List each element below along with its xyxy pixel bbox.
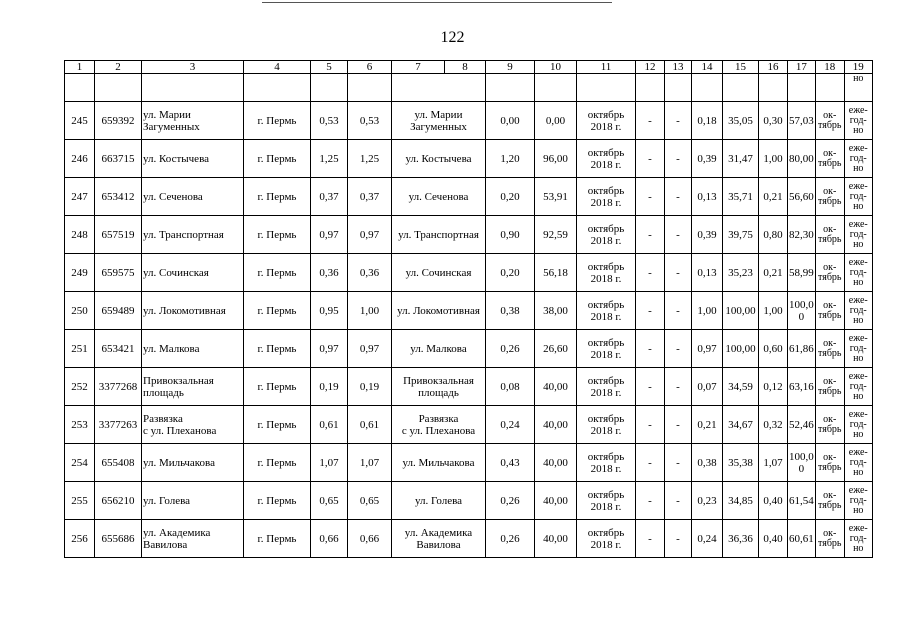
month-col18: ок- тябрь xyxy=(815,140,844,178)
column-header: 8 xyxy=(445,61,486,74)
deadline: октябрь 2018 г. xyxy=(577,444,636,482)
column-header: 9 xyxy=(486,61,535,74)
table-row xyxy=(65,520,873,558)
continuation-text: но xyxy=(844,74,872,102)
value-col16: 0,32 xyxy=(759,406,788,444)
value-col17: 61,86 xyxy=(788,330,816,368)
value-col5: 1,07 xyxy=(311,444,348,482)
table-row xyxy=(65,178,873,216)
value-col14: 0,21 xyxy=(692,406,723,444)
value-col5: 0,36 xyxy=(311,254,348,292)
value-col14: 0,39 xyxy=(692,216,723,254)
table-row xyxy=(65,292,873,330)
value-col14: 0,13 xyxy=(692,178,723,216)
value-col5: 0,19 xyxy=(311,368,348,406)
row-number: 249 xyxy=(65,254,95,292)
deadline: октябрь 2018 г. xyxy=(577,482,636,520)
city: г. Пермь xyxy=(244,102,311,140)
section-name: ул. Марии Загуменных xyxy=(392,102,486,140)
value-col5: 0,95 xyxy=(311,292,348,330)
value-col12: - xyxy=(636,102,665,140)
value-col5: 0,61 xyxy=(311,406,348,444)
city: г. Пермь xyxy=(244,444,311,482)
value-col12: - xyxy=(636,178,665,216)
value-col9: 0,26 xyxy=(486,520,535,558)
city: г. Пермь xyxy=(244,368,311,406)
street-name: ул. Сеченова xyxy=(142,178,244,216)
value-col6: 0,19 xyxy=(348,368,392,406)
value-col16: 0,40 xyxy=(759,482,788,520)
value-col15: 100,00 xyxy=(723,292,759,330)
value-col14: 1,00 xyxy=(692,292,723,330)
month-col18: ок- тябрь xyxy=(815,406,844,444)
section-name: ул. Малкова xyxy=(392,330,486,368)
street-name: ул. Голева xyxy=(142,482,244,520)
value-col12: - xyxy=(636,406,665,444)
value-col12: - xyxy=(636,330,665,368)
value-col17: 100,0 0 xyxy=(788,292,816,330)
deadline: октябрь 2018 г. xyxy=(577,140,636,178)
city: г. Пермь xyxy=(244,216,311,254)
value-col9: 0,38 xyxy=(486,292,535,330)
value-col15: 35,71 xyxy=(723,178,759,216)
value-col10: 40,00 xyxy=(535,444,577,482)
frequency-col19: еже- год- но xyxy=(844,254,872,292)
row-number: 247 xyxy=(65,178,95,216)
city: г. Пермь xyxy=(244,254,311,292)
month-col18: ок- тябрь xyxy=(815,520,844,558)
city: г. Пермь xyxy=(244,292,311,330)
value-col6: 0,61 xyxy=(348,406,392,444)
column-header: 2 xyxy=(95,61,142,74)
value-col6: 0,53 xyxy=(348,102,392,140)
value-col15: 34,85 xyxy=(723,482,759,520)
row-number: 253 xyxy=(65,406,95,444)
section-name: ул. Костычева xyxy=(392,140,486,178)
value-col9: 0,90 xyxy=(486,216,535,254)
top-rule xyxy=(262,2,612,3)
value-col15: 31,47 xyxy=(723,140,759,178)
frequency-col19: еже- год- но xyxy=(844,406,872,444)
value-col6: 1,07 xyxy=(348,444,392,482)
column-header: 10 xyxy=(535,61,577,74)
value-col12: - xyxy=(636,140,665,178)
value-col6: 0,36 xyxy=(348,254,392,292)
value-col10: 53,91 xyxy=(535,178,577,216)
column-header: 17 xyxy=(788,61,816,74)
value-col16: 0,21 xyxy=(759,178,788,216)
data-table xyxy=(64,60,873,558)
section-name: ул. Сочинская xyxy=(392,254,486,292)
value-col17: 58,99 xyxy=(788,254,816,292)
street-name: ул. Мильчакова xyxy=(142,444,244,482)
column-number-row xyxy=(65,61,873,74)
continuation-row xyxy=(65,74,873,102)
value-col16: 0,21 xyxy=(759,254,788,292)
street-name: ул. Транспортная xyxy=(142,216,244,254)
table-row xyxy=(65,330,873,368)
value-col15: 100,00 xyxy=(723,330,759,368)
city: г. Пермь xyxy=(244,520,311,558)
value-col5: 0,97 xyxy=(311,330,348,368)
value-col6: 0,65 xyxy=(348,482,392,520)
value-col14: 0,39 xyxy=(692,140,723,178)
city: г. Пермь xyxy=(244,140,311,178)
column-header: 7 xyxy=(392,61,445,74)
table-row xyxy=(65,368,873,406)
value-col9: 0,20 xyxy=(486,178,535,216)
frequency-col19: еже- год- но xyxy=(844,520,872,558)
section-name: ул. Транспортная xyxy=(392,216,486,254)
object-code: 653412 xyxy=(95,178,142,216)
value-col12: - xyxy=(636,482,665,520)
column-header: 12 xyxy=(636,61,665,74)
section-name: Развязка с ул. Плеханова xyxy=(392,406,486,444)
row-number: 245 xyxy=(65,102,95,140)
value-col9: 0,26 xyxy=(486,330,535,368)
frequency-col19: еже- год- но xyxy=(844,292,872,330)
value-col16: 1,07 xyxy=(759,444,788,482)
value-col13: - xyxy=(665,254,692,292)
value-col6: 0,37 xyxy=(348,178,392,216)
value-col10: 96,00 xyxy=(535,140,577,178)
value-col6: 0,97 xyxy=(348,216,392,254)
section-name: ул. Локомотивная xyxy=(392,292,486,330)
value-col13: - xyxy=(665,292,692,330)
section-name: ул. Академика Вавилова xyxy=(392,520,486,558)
value-col16: 1,00 xyxy=(759,292,788,330)
column-header: 6 xyxy=(348,61,392,74)
row-number: 248 xyxy=(65,216,95,254)
row-number: 250 xyxy=(65,292,95,330)
object-code: 3377268 xyxy=(95,368,142,406)
value-col12: - xyxy=(636,216,665,254)
value-col14: 0,23 xyxy=(692,482,723,520)
value-col12: - xyxy=(636,292,665,330)
value-col10: 92,59 xyxy=(535,216,577,254)
value-col17: 52,46 xyxy=(788,406,816,444)
deadline: октябрь 2018 г. xyxy=(577,292,636,330)
value-col10: 56,18 xyxy=(535,254,577,292)
column-header: 19 xyxy=(844,61,872,74)
value-col5: 0,53 xyxy=(311,102,348,140)
object-code: 655408 xyxy=(95,444,142,482)
column-header: 1 xyxy=(65,61,95,74)
value-col10: 26,60 xyxy=(535,330,577,368)
street-name: ул. Локомотивная xyxy=(142,292,244,330)
deadline: октябрь 2018 г. xyxy=(577,406,636,444)
value-col10: 40,00 xyxy=(535,368,577,406)
value-col9: 0,26 xyxy=(486,482,535,520)
deadline: октябрь 2018 г. xyxy=(577,330,636,368)
value-col17: 63,16 xyxy=(788,368,816,406)
row-number: 251 xyxy=(65,330,95,368)
value-col17: 61,54 xyxy=(788,482,816,520)
column-header: 14 xyxy=(692,61,723,74)
table-row xyxy=(65,406,873,444)
value-col12: - xyxy=(636,520,665,558)
frequency-col19: еже- год- но xyxy=(844,140,872,178)
deadline: октябрь 2018 г. xyxy=(577,520,636,558)
value-col9: 0,43 xyxy=(486,444,535,482)
city: г. Пермь xyxy=(244,406,311,444)
value-col16: 0,12 xyxy=(759,368,788,406)
object-code: 656210 xyxy=(95,482,142,520)
city: г. Пермь xyxy=(244,482,311,520)
value-col9: 1,20 xyxy=(486,140,535,178)
frequency-col19: еже- год- но xyxy=(844,444,872,482)
month-col18: ок- тябрь xyxy=(815,330,844,368)
object-code: 653421 xyxy=(95,330,142,368)
row-number: 254 xyxy=(65,444,95,482)
value-col14: 0,24 xyxy=(692,520,723,558)
deadline: октябрь 2018 г. xyxy=(577,178,636,216)
month-col18: ок- тябрь xyxy=(815,102,844,140)
value-col16: 0,80 xyxy=(759,216,788,254)
value-col14: 0,38 xyxy=(692,444,723,482)
value-col10: 38,00 xyxy=(535,292,577,330)
street-name: ул. Сочинская xyxy=(142,254,244,292)
value-col6: 1,00 xyxy=(348,292,392,330)
frequency-col19: еже- год- но xyxy=(844,102,872,140)
value-col14: 0,07 xyxy=(692,368,723,406)
value-col15: 39,75 xyxy=(723,216,759,254)
value-col5: 1,25 xyxy=(311,140,348,178)
object-code: 659392 xyxy=(95,102,142,140)
value-col9: 0,00 xyxy=(486,102,535,140)
object-code: 659575 xyxy=(95,254,142,292)
value-col14: 0,18 xyxy=(692,102,723,140)
row-number: 255 xyxy=(65,482,95,520)
value-col13: - xyxy=(665,444,692,482)
object-code: 655686 xyxy=(95,520,142,558)
month-col18: ок- тябрь xyxy=(815,444,844,482)
frequency-col19: еже- год- но xyxy=(844,368,872,406)
value-col10: 40,00 xyxy=(535,520,577,558)
street-name: Развязка с ул. Плеханова xyxy=(142,406,244,444)
section-name: ул. Мильчакова xyxy=(392,444,486,482)
table-row xyxy=(65,444,873,482)
frequency-col19: еже- год- но xyxy=(844,216,872,254)
value-col13: - xyxy=(665,520,692,558)
value-col5: 0,37 xyxy=(311,178,348,216)
column-header: 18 xyxy=(815,61,844,74)
value-col14: 0,97 xyxy=(692,330,723,368)
table-row xyxy=(65,482,873,520)
value-col17: 56,60 xyxy=(788,178,816,216)
value-col15: 34,67 xyxy=(723,406,759,444)
value-col12: - xyxy=(636,254,665,292)
value-col6: 0,97 xyxy=(348,330,392,368)
value-col9: 0,08 xyxy=(486,368,535,406)
value-col13: - xyxy=(665,368,692,406)
column-header: 13 xyxy=(665,61,692,74)
value-col12: - xyxy=(636,444,665,482)
month-col18: ок- тябрь xyxy=(815,254,844,292)
street-name: ул. Костычева xyxy=(142,140,244,178)
value-col13: - xyxy=(665,330,692,368)
value-col13: - xyxy=(665,216,692,254)
column-header: 15 xyxy=(723,61,759,74)
frequency-col19: еже- год- но xyxy=(844,178,872,216)
value-col16: 0,60 xyxy=(759,330,788,368)
value-col10: 40,00 xyxy=(535,482,577,520)
value-col17: 100,0 0 xyxy=(788,444,816,482)
table-row xyxy=(65,140,873,178)
object-code: 659489 xyxy=(95,292,142,330)
value-col16: 0,30 xyxy=(759,102,788,140)
value-col12: - xyxy=(636,368,665,406)
table-row xyxy=(65,102,873,140)
frequency-col19: еже- год- но xyxy=(844,482,872,520)
value-col14: 0,13 xyxy=(692,254,723,292)
column-header: 3 xyxy=(142,61,244,74)
value-col17: 82,30 xyxy=(788,216,816,254)
street-name: ул. Академика Вавилова xyxy=(142,520,244,558)
row-number: 246 xyxy=(65,140,95,178)
section-name: Привокзальная площадь xyxy=(392,368,486,406)
street-name: ул. Малкова xyxy=(142,330,244,368)
value-col10: 0,00 xyxy=(535,102,577,140)
table-row xyxy=(65,216,873,254)
value-col15: 35,23 xyxy=(723,254,759,292)
city: г. Пермь xyxy=(244,178,311,216)
value-col5: 0,97 xyxy=(311,216,348,254)
value-col9: 0,20 xyxy=(486,254,535,292)
value-col9: 0,24 xyxy=(486,406,535,444)
frequency-col19: еже- год- но xyxy=(844,330,872,368)
row-number: 256 xyxy=(65,520,95,558)
table-row xyxy=(65,254,873,292)
deadline: октябрь 2018 г. xyxy=(577,368,636,406)
value-col13: - xyxy=(665,140,692,178)
column-header: 11 xyxy=(577,61,636,74)
value-col16: 1,00 xyxy=(759,140,788,178)
value-col15: 35,38 xyxy=(723,444,759,482)
row-number: 252 xyxy=(65,368,95,406)
value-col15: 34,59 xyxy=(723,368,759,406)
value-col5: 0,65 xyxy=(311,482,348,520)
value-col16: 0,40 xyxy=(759,520,788,558)
street-name: Привокзальная площадь xyxy=(142,368,244,406)
deadline: октябрь 2018 г. xyxy=(577,254,636,292)
value-col15: 36,36 xyxy=(723,520,759,558)
value-col17: 60,61 xyxy=(788,520,816,558)
section-name: ул. Сеченова xyxy=(392,178,486,216)
value-col13: - xyxy=(665,178,692,216)
value-col15: 35,05 xyxy=(723,102,759,140)
column-header: 4 xyxy=(244,61,311,74)
value-col13: - xyxy=(665,102,692,140)
value-col17: 80,00 xyxy=(788,140,816,178)
month-col18: ок- тябрь xyxy=(815,482,844,520)
object-code: 657519 xyxy=(95,216,142,254)
page-number: 122 xyxy=(440,29,465,46)
deadline: октябрь 2018 г. xyxy=(577,216,636,254)
column-header: 5 xyxy=(311,61,348,74)
value-col6: 1,25 xyxy=(348,140,392,178)
street-name: ул. Марии Загуменных xyxy=(142,102,244,140)
value-col10: 40,00 xyxy=(535,406,577,444)
section-name: ул. Голева xyxy=(392,482,486,520)
month-col18: ок- тябрь xyxy=(815,368,844,406)
object-code: 663715 xyxy=(95,140,142,178)
deadline: октябрь 2018 г. xyxy=(577,102,636,140)
month-col18: ок- тябрь xyxy=(815,292,844,330)
month-col18: ок- тябрь xyxy=(815,178,844,216)
object-code: 3377263 xyxy=(95,406,142,444)
column-header: 16 xyxy=(759,61,788,74)
value-col13: - xyxy=(665,406,692,444)
value-col13: - xyxy=(665,482,692,520)
month-col18: ок- тябрь xyxy=(815,216,844,254)
city: г. Пермь xyxy=(244,330,311,368)
value-col17: 57,03 xyxy=(788,102,816,140)
value-col5: 0,66 xyxy=(311,520,348,558)
value-col6: 0,66 xyxy=(348,520,392,558)
